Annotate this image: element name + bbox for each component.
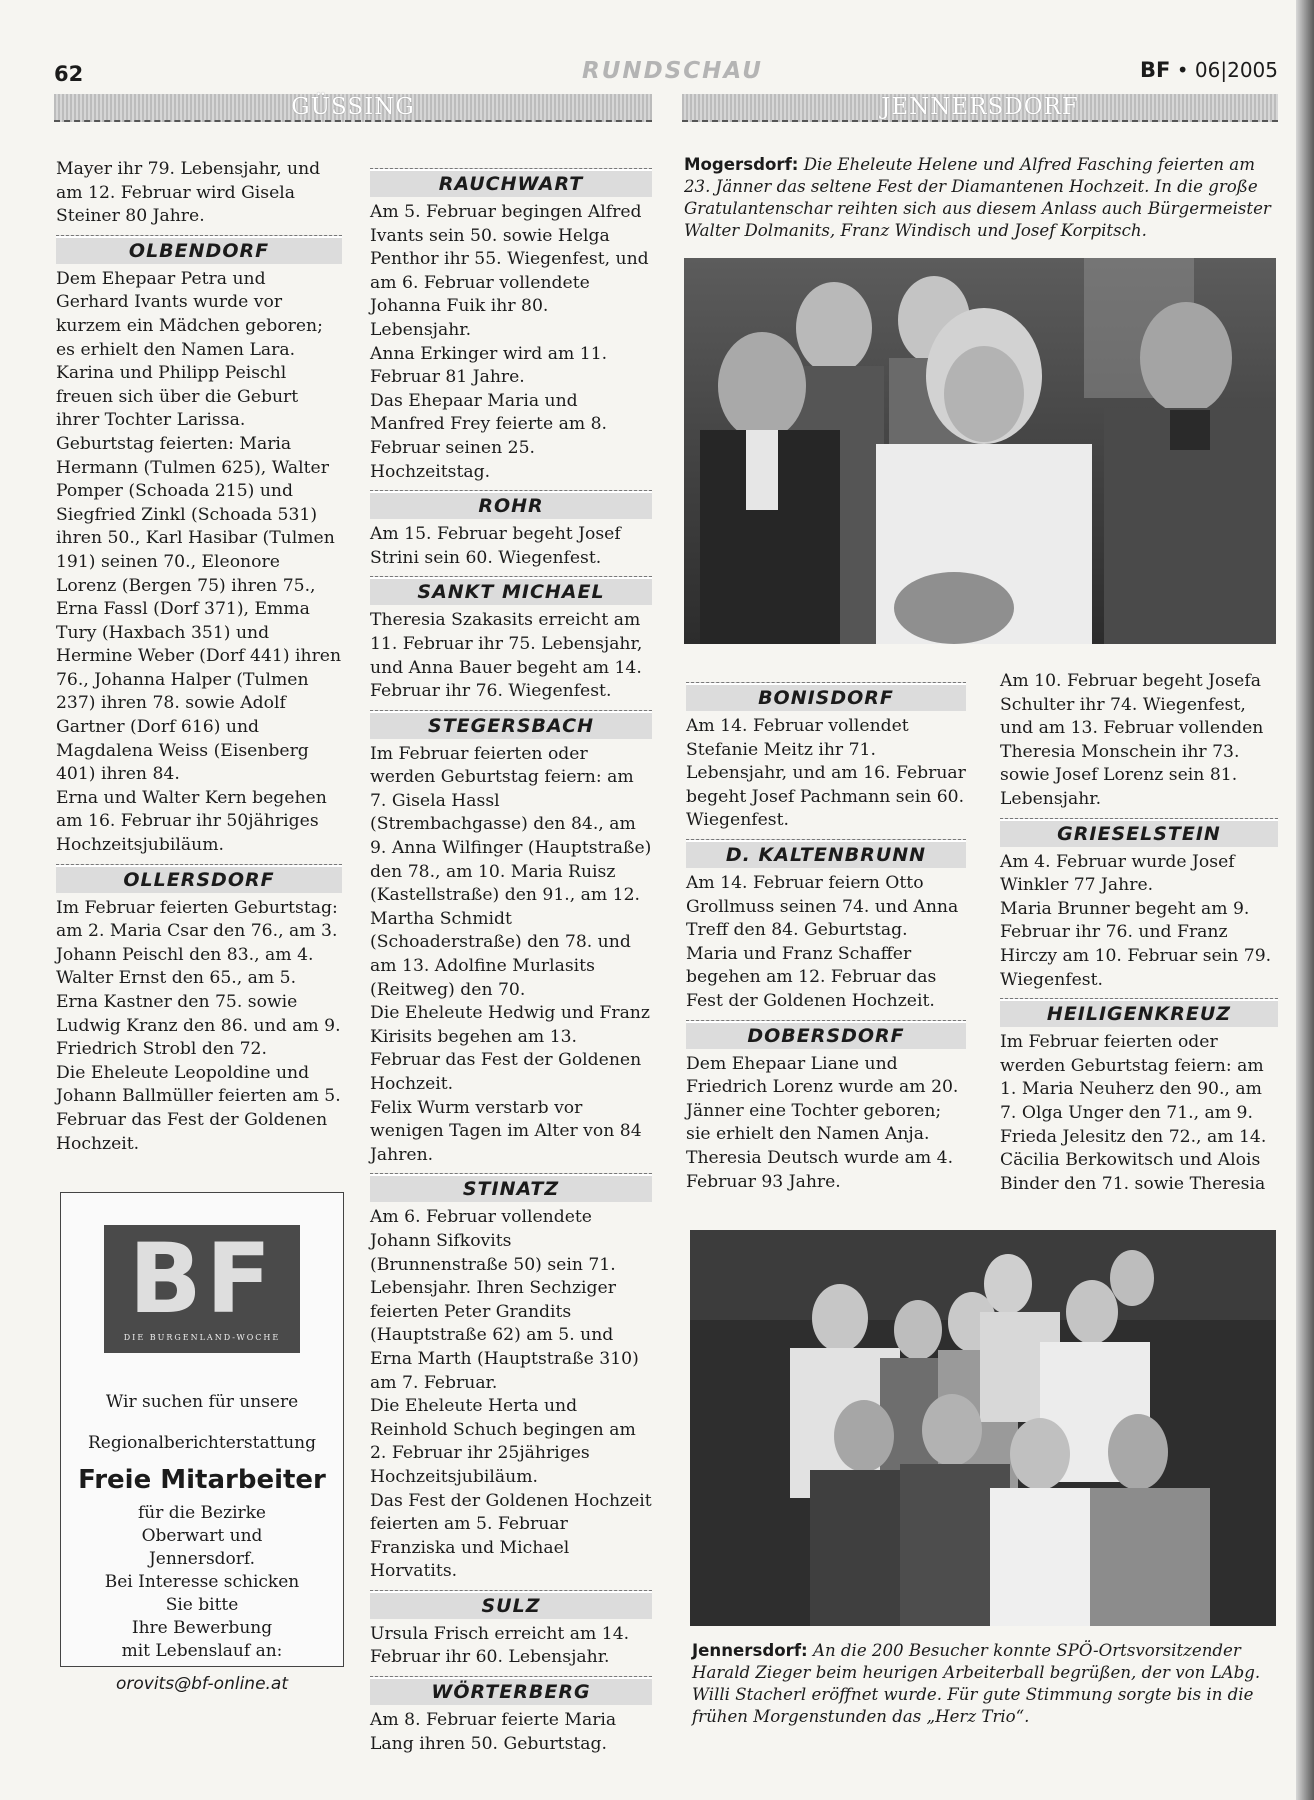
heading-woerterberg: WÖRTERBERG	[370, 1676, 652, 1705]
column-3	[686, 676, 966, 1194]
photo-diamond-wedding	[684, 258, 1276, 644]
column-4	[1000, 670, 1278, 1196]
caption-place-mogersdorf: Mogersdorf:	[684, 155, 799, 174]
page-number: 62	[54, 62, 84, 86]
section-title: RUNDSCHAU	[582, 58, 763, 84]
grieselstein-text-1: Am 4. Februar wurde Josef Winkler 77 Jahre.	[1000, 851, 1235, 896]
stegersbach-obituary: Felix Wurm verstarb vor wenigen Tagen im Alter von 84 Jahren.	[370, 1097, 642, 1165]
stinatz-birthdays: Am 6. Februar vollendete Johann Sifkovits (Brunnenstraße 50) sein 71. Lebensjahr. Ihren Sechziger feierten Peter Grandits (Hauptstraße 62) am 5. und Erna Marth (Hauptstraße 310) am 7. Februar.	[370, 1207, 639, 1393]
heading-sankt-michael: SANKT MICHAEL	[370, 576, 652, 605]
grieselstein-text-2: Maria Brunner begeht am 9. Februar ihr 76. und Franz Hirczy am 10. Februar sein 79. Wiegenfest.	[1000, 898, 1272, 990]
woerterberg-text: Am 8. Februar feierte Maria Lang ihren 50. Geburtstag.	[370, 1710, 617, 1754]
kaltenbrunn-birthdays: Am 14. Februar feiern Otto Grollmuss seinen 74. und Anna Treff den 84. Geburtstag.	[686, 872, 959, 941]
ad-line-5: Ihre Bewerbung mit Lebenslauf an:	[121, 1618, 283, 1661]
recruitment-ad	[60, 1192, 344, 1694]
rauchwart-text-1: Am 5. Februar begingen Alfred Ivants sein 50. sowie Helga Penthor ihr 55. Wiegenfest, und am 6. Februar vollendete Johanna Fuik ihr 80. Lebensjahr.	[370, 202, 649, 340]
rohr-text: Am 15. Februar begeht Josef Strini sein 60. Wiegenfest.	[370, 524, 621, 568]
rauchwart-text-3: Das Ehepaar Maria und Manfred Frey feierte am 8. Februar seinen 25. Hochzeitstag.	[370, 390, 607, 482]
issue-number: • 06|2005	[1176, 58, 1278, 82]
heading-sulz: SULZ	[370, 1590, 652, 1619]
ollersdorf-birthdays: Im Februar feierten Geburtstag: am 2. Maria Csar den 76., am 3. Johann Peischl den 83., am 4. Walter Ernst den 65., am 5. Erna Kastner den 75. sowie Ludwig Kranz den 86. und am 9. Friedrich Strobl den 72.	[56, 897, 341, 1060]
bf-logo	[104, 1225, 300, 1353]
stegersbach-wedding: Die Eheleute Hedwig und Franz Kirisits begehen am 13. Februar das Fest der Goldenen Hochzeit.	[370, 1003, 650, 1094]
olbendorf-anniversary: Erna und Walter Kern begehen am 16. Februar ihr 50jähriges Hochzeitsjubiläum.	[56, 787, 327, 856]
page-binding-edge	[1296, 0, 1314, 1800]
column-2	[370, 162, 652, 1756]
stegersbach-birthdays: Im Februar feierten oder werden Geburtstag feiern: am 7. Gisela Hassl (Strembachgasse) den 84., am 9. Anna Wilfinger (Hauptstraße) den 78., am 10. Maria Ruisz (Kastellstraße) den 91., am 12. Martha Schmidt (Schoaderstraße) den 78. und am 13. Adolfine Murlasits (Reitweg) den 70.	[370, 743, 652, 1000]
heading-d-kaltenbrunn: D. KALTENBRUNN	[686, 839, 966, 868]
sankt-michael-text: Theresia Szakasits erreicht am 11. Februar ihr 75. Lebensjahr, und Anna Bauer begeht am 14. Februar ihr 76. Wiegenfest.	[370, 610, 643, 702]
heading-rohr: ROHR	[370, 490, 652, 519]
caption-place-jennersdorf: Jennersdorf:	[692, 1641, 808, 1660]
bf-logo-text: BF	[128, 1223, 276, 1335]
dobersdorf-birthday: Theresia Deutsch wurde am 4. Februar 93 Jahre.	[686, 1147, 954, 1192]
photo-workers-ball	[690, 1230, 1276, 1626]
bottom-photo-caption	[692, 1640, 1278, 1728]
issue-info	[1140, 58, 1278, 82]
heading-heiligenkreuz: HEILIGENKREUZ	[1000, 998, 1278, 1027]
column-1	[56, 158, 342, 1156]
ad-headline: Freie Mitarbeiter	[78, 1465, 326, 1495]
caption-text-mogersdorf: Die Eheleute Helene und Alfred Fasching feierten am 23. Jänner das seltene Fest der Diamantenen Hochzeit. In die große Gratulantenschar reihten sich aus diesem Anlass auch Bürgermeister Walter Dolmanits, Franz Windisch und Josef Korpitsch.	[684, 155, 1271, 240]
ad-line-4: Bei Interesse schicken Sie bitte	[104, 1572, 300, 1615]
col4-intro: Am 10. Februar begeht Josefa Schulter ihr 74. Wiegenfest, und am 13. Februar vollenden Theresia Monschein ihr 73. sowie Josef Lorenz sein 81. Lebensjahr.	[1000, 671, 1264, 809]
heading-rauchwart: RAUCHWART	[370, 168, 652, 197]
heading-grieselstein: GRIESELSTEIN	[1000, 818, 1278, 847]
heading-dobersdorf: DOBERSDORF	[686, 1020, 966, 1049]
rauchwart-text-2: Anna Erkinger wird am 11. Februar 81 Jahre.	[370, 343, 608, 388]
sulz-text: Ursula Frisch erreicht am 14. Februar ihr 60. Lebensjahr.	[370, 1623, 630, 1668]
heading-stinatz: STINATZ	[370, 1173, 652, 1202]
bf-logo-subtitle: DIE BURGENLAND-WOCHE	[123, 1333, 281, 1342]
heading-stegersbach: STEGERSBACH	[370, 710, 652, 739]
intro-text: Mayer ihr 79. Lebensjahr, und am 12. Februar wird Gisela Steiner 80 Jahre.	[56, 159, 321, 227]
olbendorf-births: Dem Ehepaar Petra und Gerhard Ivants wurde vor kurzem ein Mädchen geboren; es erhielt den Namen Lara. Karina und Philipp Peischl freuen sich über die Geburt ihrer Tochter Larissa.	[56, 268, 323, 431]
heading-ollersdorf: OLLERSDORF	[56, 864, 342, 893]
region-band-guessing	[54, 94, 652, 122]
region-label-jennersdorf: JENNERSDORF	[881, 94, 1079, 120]
photo-workers-ball-image	[690, 1230, 1276, 1626]
dobersdorf-birth: Dem Ehepaar Liane und Friedrich Lorenz wurde am 20. Jänner eine Tochter geboren; sie erhielt den Namen Anja.	[686, 1053, 959, 1145]
top-photo-caption	[684, 154, 1276, 242]
ollersdorf-wedding: Die Eheleute Leopoldine und Johann Ballmüller feierten am 5. Februar das Fest der Goldenen Hochzeit.	[56, 1062, 341, 1154]
heiligenkreuz-text: Im Februar feierten oder werden Geburtstag feiern: am 1. Maria Neuherz den 90., am 7. Olga Unger den 71., am 9. Frieda Jelesitz den 72., am 14. Cäcilia Berkowitsch und Alois Binder den 71. sowie Theresia	[1000, 1032, 1267, 1194]
stinatz-golden-wedding: Das Fest der Goldenen Hochzeit feierten am 5. Februar Franziska und Michael Horvatits.	[370, 1490, 652, 1582]
olbendorf-birthdays: Geburtstag feierten: Maria Hermann (Tulmen 625), Walter Pomper (Schoada 215) und Siegfried Zinkl (Schoada 531) ihren 50., Karl Hasibar (Tulmen 191) seinen 70., Eleonore Lorenz (Bergen 75) ihren 75., Erna Fassl (Dorf 371), Emma Tury (Haxbach 351) und Hermine Weber (Dorf 441) ihren 76., Johanna Halper (Tulmen 237) ihren 78. sowie Adolf Gartner (Dorf 616) und Magdalena Weiss (Eisenberg 401) ihren 84.	[56, 433, 342, 785]
bonisdorf-text: Am 14. Februar vollendet Stefanie Meitz ihr 71. Lebensjahr, und am 16. Februar begeht Josef Pachmann sein 60. Wiegenfest.	[686, 716, 966, 831]
heading-bonisdorf: BONISDORF	[686, 682, 966, 711]
stinatz-anniversary: Die Eheleute Herta und Reinhold Schuch begingen am 2. Februar ihr 25jähriges Hochzeitsjubiläum.	[370, 1396, 636, 1487]
ad-line-1: Wir suchen für unsere	[105, 1392, 299, 1412]
heading-olbendorf: OLBENDORF	[56, 235, 342, 264]
caption-text-jennersdorf: An die 200 Besucher konnte SPÖ-Ortsvorsitzender Harald Zieger beim heurigen Arbeiterball begrüßen, der von LAbg. Willi Stacherl eröffnet wurde. Für gute Stimmung sorgte bis in die frühen Morgenstunden das „Herz Trio“.	[692, 1641, 1261, 1726]
kaltenbrunn-wedding: Maria und Franz Schaffer begehen am 12. Februar das Fest der Goldenen Hochzeit.	[686, 943, 937, 1011]
ad-line-3: für die Bezirke Oberwart und Jennersdorf.	[138, 1503, 266, 1569]
brand-label: BF	[1140, 58, 1171, 82]
ad-line-2: Regionalberichterstattung	[87, 1433, 317, 1453]
region-label-guessing: GÜSSING	[291, 94, 415, 120]
photo-diamond-wedding-image	[684, 258, 1276, 644]
region-band-jennersdorf	[682, 94, 1278, 122]
ad-email[interactable]: orovits@bf-online.at	[115, 1674, 289, 1694]
